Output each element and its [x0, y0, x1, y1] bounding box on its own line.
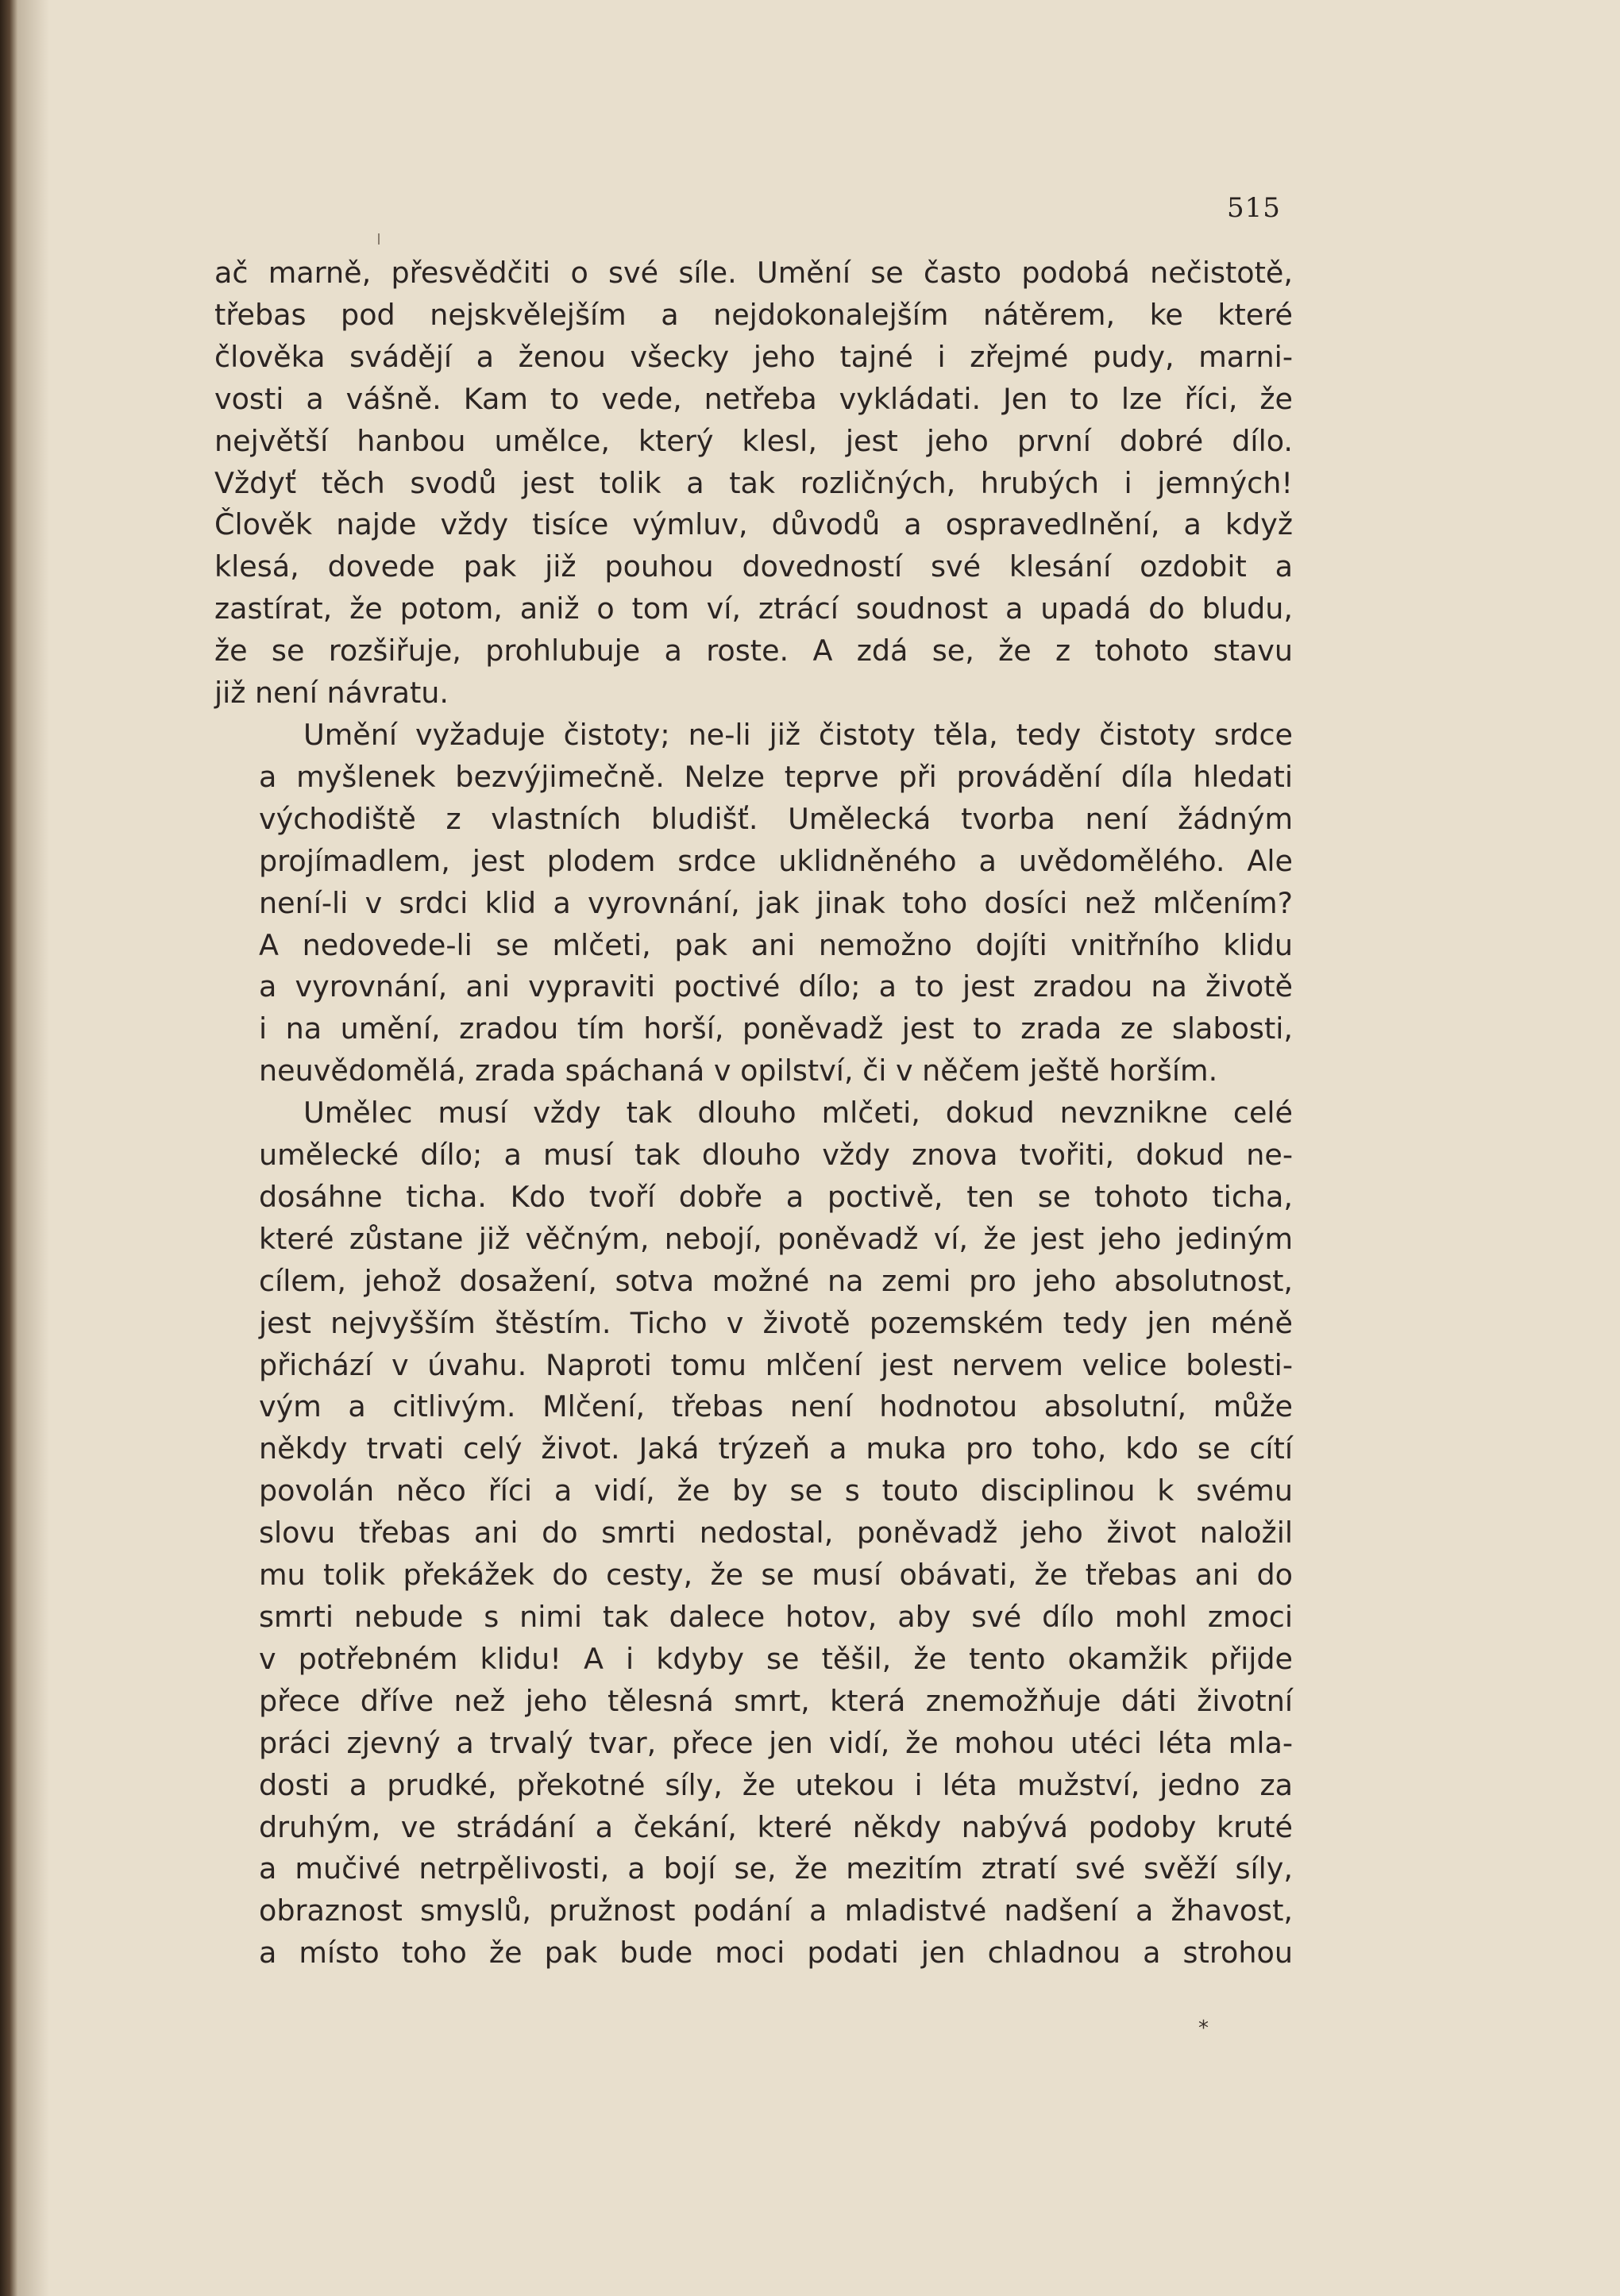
text-line: zastírat, že potom, aniž o tom ví, ztrácí soudnost a upadá do bludu, [214, 591, 1293, 626]
text-line: neuvědomělá, zrada spáchaná v opilství, či v něčem ještě horším. [259, 1054, 1218, 1088]
text-line: dosti a prudké, překotné síly, že utekou i léta mužství, jedno za [259, 1767, 1293, 1802]
text-line: v potřebném klidu! A i kdyby se těšil, že tento okamžik přijde [259, 1641, 1293, 1676]
text-line: i na umění, zradou tím horší, poněvadž jest to zrada ze slabosti, [259, 1011, 1293, 1046]
body-text [214, 252, 1293, 1974]
text-line: přichází v úvahu. Naproti tomu mlčení jest nervem velice bolesti- [259, 1347, 1293, 1382]
print-mark [378, 233, 380, 245]
text-line: člověka svádějí a ženou všecky jeho tajné i zřejmé pudy, marni- [214, 339, 1293, 374]
text-line: projímadlem, jest plodem srdce uklidněného a uvědomělého. Ale [259, 843, 1293, 878]
text-line: a vyrovnání, ani vypraviti poctivé dílo; a to jest zradou na životě [259, 969, 1293, 1004]
text-line: obraznost smyslů, pružnost podání a mladistvé nadšení a žhavost, [259, 1893, 1293, 1928]
text-line: již není návratu. [214, 676, 449, 711]
text-line: smrti nebude s nimi tak dalece hotov, aby své dílo mohl zmoci [259, 1600, 1293, 1634]
paragraph [214, 1092, 1293, 1974]
footer-signature-mark: * [1198, 2017, 1209, 2040]
text-line: umělecké dílo; a musí tak dlouho vždy znova tvořiti, dokud ne- [259, 1138, 1293, 1173]
text-line: a místo toho že pak bude moci podati jen chladnou a strohou [259, 1936, 1293, 1970]
text-line: a myšlenek bezvýjimečně. Nelze teprve při provádění díla hledati [259, 759, 1293, 794]
book-spine [0, 0, 17, 2296]
text-line: východiště z vlastních bludišť. Umělecká tvorba není žádným [259, 801, 1293, 836]
text-line: jest nejvyšším štěstím. Ticho v životě pozemském tedy jen méně [259, 1305, 1293, 1340]
text-line: cílem, jehož dosažení, sotva možné na zemi pro jeho absolutnost, [259, 1263, 1293, 1298]
text-line: vosti a vášně. Kam to vede, netřeba vykládati. Jen to lze říci, že [214, 381, 1293, 416]
text-line: přece dříve než jeho tělesná smrt, která znemožňuje dáti životní [259, 1683, 1293, 1718]
text-line: druhým, ve strádání a čekání, které někdy nabývá podoby kruté [259, 1809, 1293, 1844]
text-line: Člověk najde vždy tisíce výmluv, důvodů a ospravedlnění, a když [214, 507, 1293, 542]
text-line: klesá, dovede pak již pouhou dovedností své klesání ozdobit a [214, 549, 1293, 584]
text-line: A nedovede-li se mlčeti, pak ani nemožno dojíti vnitřního klidu [259, 927, 1293, 962]
text-line: někdy trvati celý život. Jaká trýzeň a muka pro toho, kdo se cítí [259, 1431, 1293, 1466]
text-line: povolán něco říci a vidí, že by se s touto disciplinou k svému [259, 1474, 1293, 1508]
page-number: 515 [1227, 192, 1281, 224]
text-line: ač marně, přesvědčiti o své síle. Umění se často podobá nečistotě, [214, 256, 1293, 290]
text-line: slovu třebas ani do smrti nedostal, poněvadž jeho život naložil [259, 1516, 1293, 1551]
paragraph [214, 715, 1293, 1092]
text-line: největší hanbou umělce, který klesl, jest jeho první dobré dílo. [214, 423, 1293, 458]
text-line: Vždyť těch svodů jest tolik a tak rozličných, hrubých i jemných! [214, 465, 1293, 500]
text-line: Umělec musí vždy tak dlouho mlčeti, dokud nevznikne celé [303, 1096, 1293, 1131]
text-line: práci zjevný a trvalý tvar, přece jen vidí, že mohou utéci léta mla- [259, 1725, 1293, 1760]
text-line: dosáhne ticha. Kdo tvoří dobře a poctivě, ten se tohoto ticha, [259, 1179, 1293, 1214]
text-line: že se rozšiřuje, prohlubuje a roste. A zdá se, že z tohoto stavu [214, 634, 1293, 668]
text-line: Umění vyžaduje čistoty; ne-li již čistoty těla, tedy čistoty srdce [303, 717, 1293, 752]
text-line: třebas pod nejskvělejším a nejdokonalejším nátěrem, ke které [214, 297, 1293, 332]
paragraph [214, 252, 1293, 715]
text-line: není-li v srdci klid a vyrovnání, jak jinak toho dosíci než mlčením? [259, 885, 1293, 920]
spine-shadow [17, 0, 49, 2296]
text-line: vým a citlivým. Mlčení, třebas není hodnotou absolutní, může [259, 1389, 1293, 1424]
text-line: mu tolik překážek do cesty, že se musí obávati, že třebas ani do [259, 1558, 1293, 1593]
text-line: které zůstane již věčným, nebojí, poněvadž ví, že jest jeho jediným [259, 1221, 1293, 1256]
text-line: a mučivé netrpělivosti, a bojí se, že mezitím ztratí své svěží síly, [259, 1851, 1293, 1886]
